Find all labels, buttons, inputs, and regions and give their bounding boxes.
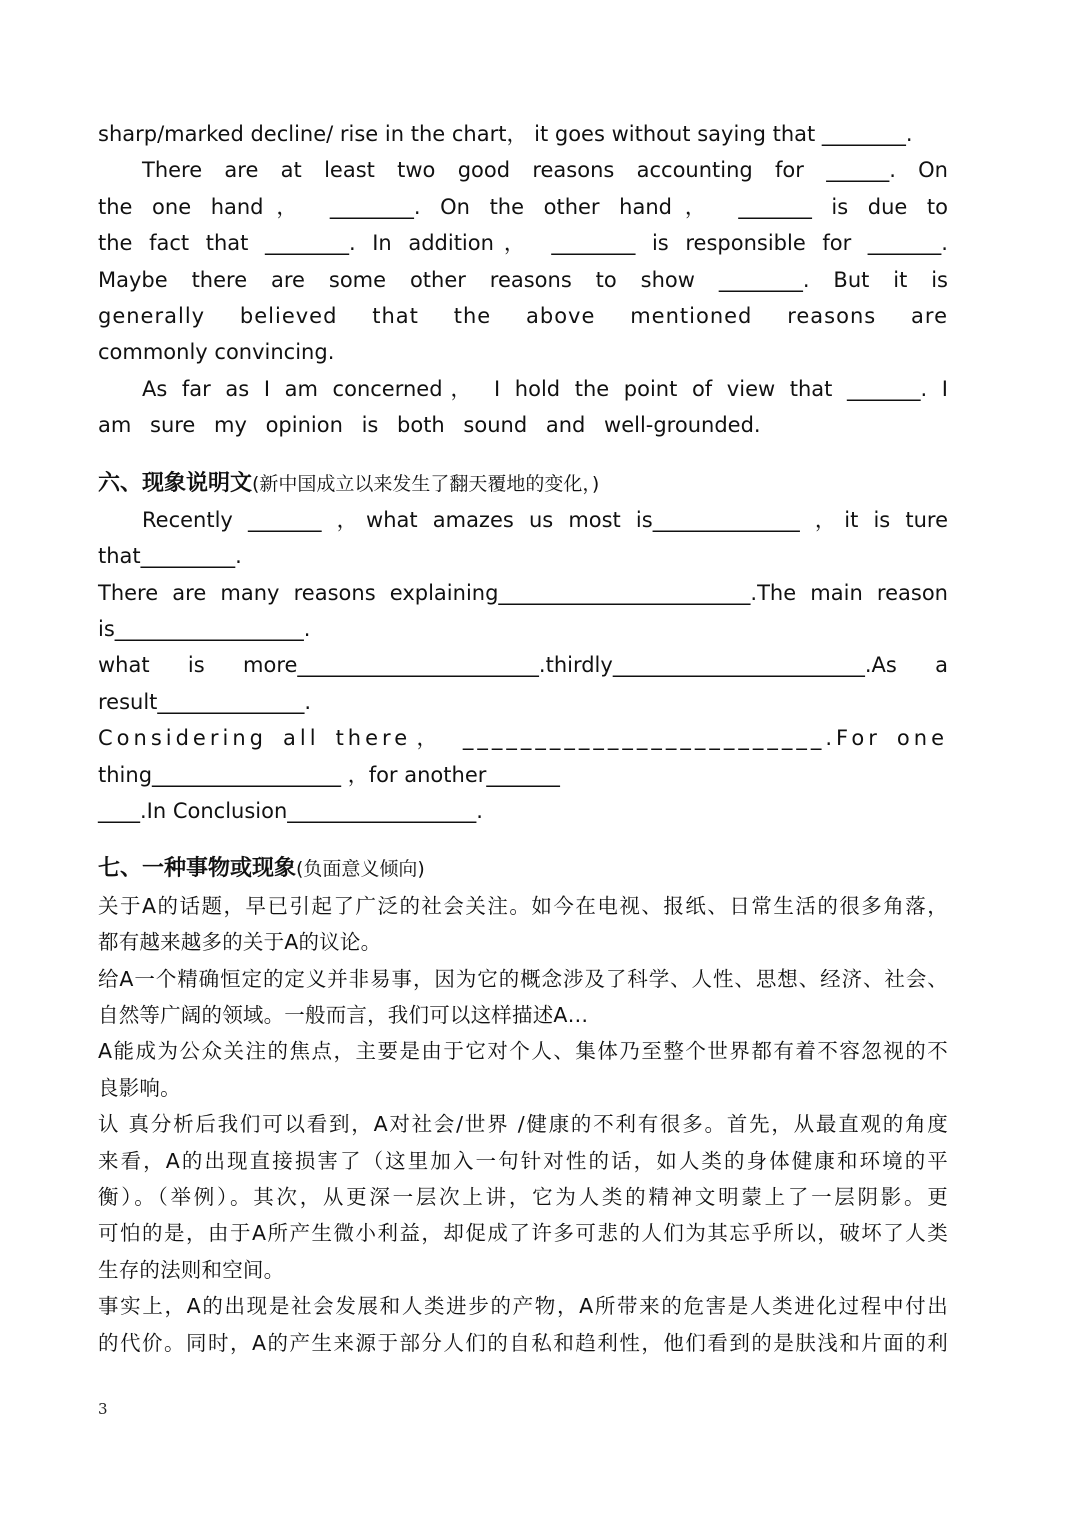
text-line: There are many reasons explaining________________________.The main reason	[98, 580, 948, 605]
heading-subtitle: (负面意义倾向)	[296, 858, 425, 881]
text-line: 可怕的是，由于A所产生微小利益，却促成了许多可悲的人们为其忘乎所以，破坏了人类	[98, 1221, 948, 1246]
text-line: thing__________________ ，for another_______	[98, 762, 560, 787]
text-line: generally believed that the above mentioned reasons are	[98, 303, 948, 328]
text-line: Maybe there are some other reasons to show ________. But it is	[98, 267, 948, 292]
section-heading-7	[98, 851, 948, 887]
document-page	[98, 116, 948, 1361]
text-line: 给A一个精确恒定的定义并非易事，因为它的概念涉及了科学、人性、思想、经济、社会、	[98, 966, 948, 991]
text-line: ____.In Conclusion__________________.	[98, 799, 483, 824]
text-line: 衡）。（举例）。其次，从更深一层次上讲，它为人类的精神文明蒙上了一层阴影。更	[98, 1184, 948, 1209]
heading-title: 六、现象说明文	[98, 470, 253, 496]
text-line: the one hand， ________. On the other hand， _______ is due to	[98, 194, 948, 219]
text-line: Recently _______ ，what amazes us most is______________ ，it is ture	[142, 507, 948, 532]
section-heading-6	[98, 466, 948, 502]
text-line: A能成为公众关注的焦点，主要是由于它对个人、集体乃至整个世界都有着不容忽视的不	[98, 1039, 948, 1064]
text-line: 来看，A的出现直接损害了（这里加入一句针对性的话，如人类的身体健康和环境的平	[98, 1148, 948, 1173]
text-line: 生存的法则和空间。	[98, 1257, 285, 1282]
text-line: 都有越来越多的关于A的议论。	[98, 930, 382, 955]
text-line: result______________.	[98, 689, 312, 714]
text-line: 的代价。同时，A的产生来源于部分人们的自私和趋利性，他们看到的是肤浅和片面的利	[98, 1330, 948, 1355]
text-line: As far as I am concerned， I hold the point of view that _______. I	[142, 376, 948, 401]
text-line: the fact that ________. In addition， ________ is responsible for _______.	[98, 231, 948, 256]
text-line: commonly convincing.	[98, 340, 335, 365]
text-line: 关于A的话题，早已引起了广泛的社会关注。如今在电视、报纸、日常生活的很多角落，	[98, 893, 948, 918]
text-line: 认 真分析后我们可以看到，A对社会/世界 /健康的不利有很多。首先，从最直观的角度	[98, 1112, 948, 1137]
text-line: is__________________.	[98, 617, 311, 642]
text-line: Considering all there， _________________________.For one	[98, 726, 948, 751]
text-line: 自然等广阔的领域。一般而言，我们可以这样描述A…	[98, 1002, 589, 1027]
text-line: 良影响。	[98, 1075, 181, 1100]
heading-subtitle: (新中国成立以来发生了翻天覆地的变化，)	[252, 472, 600, 495]
heading-title: 七、一种事物或现象	[98, 856, 297, 882]
text-line: 事实上，A的出现是社会发展和人类进步的产物，A所带来的危害是人类进化过程中付出	[98, 1294, 948, 1319]
page-number: 3	[98, 1400, 108, 1418]
text-line: what is more_______________________.thirdly________________________.As a	[98, 653, 948, 678]
text-line: am sure my opinion is both sound and well-grounded.	[98, 413, 761, 438]
text-line: that_________.	[98, 544, 242, 569]
text-line: There are at least two good reasons accounting for ______. On	[142, 158, 948, 183]
text-line: sharp/marked decline/ rise in the chart， it goes without saying that ________.	[98, 122, 913, 146]
